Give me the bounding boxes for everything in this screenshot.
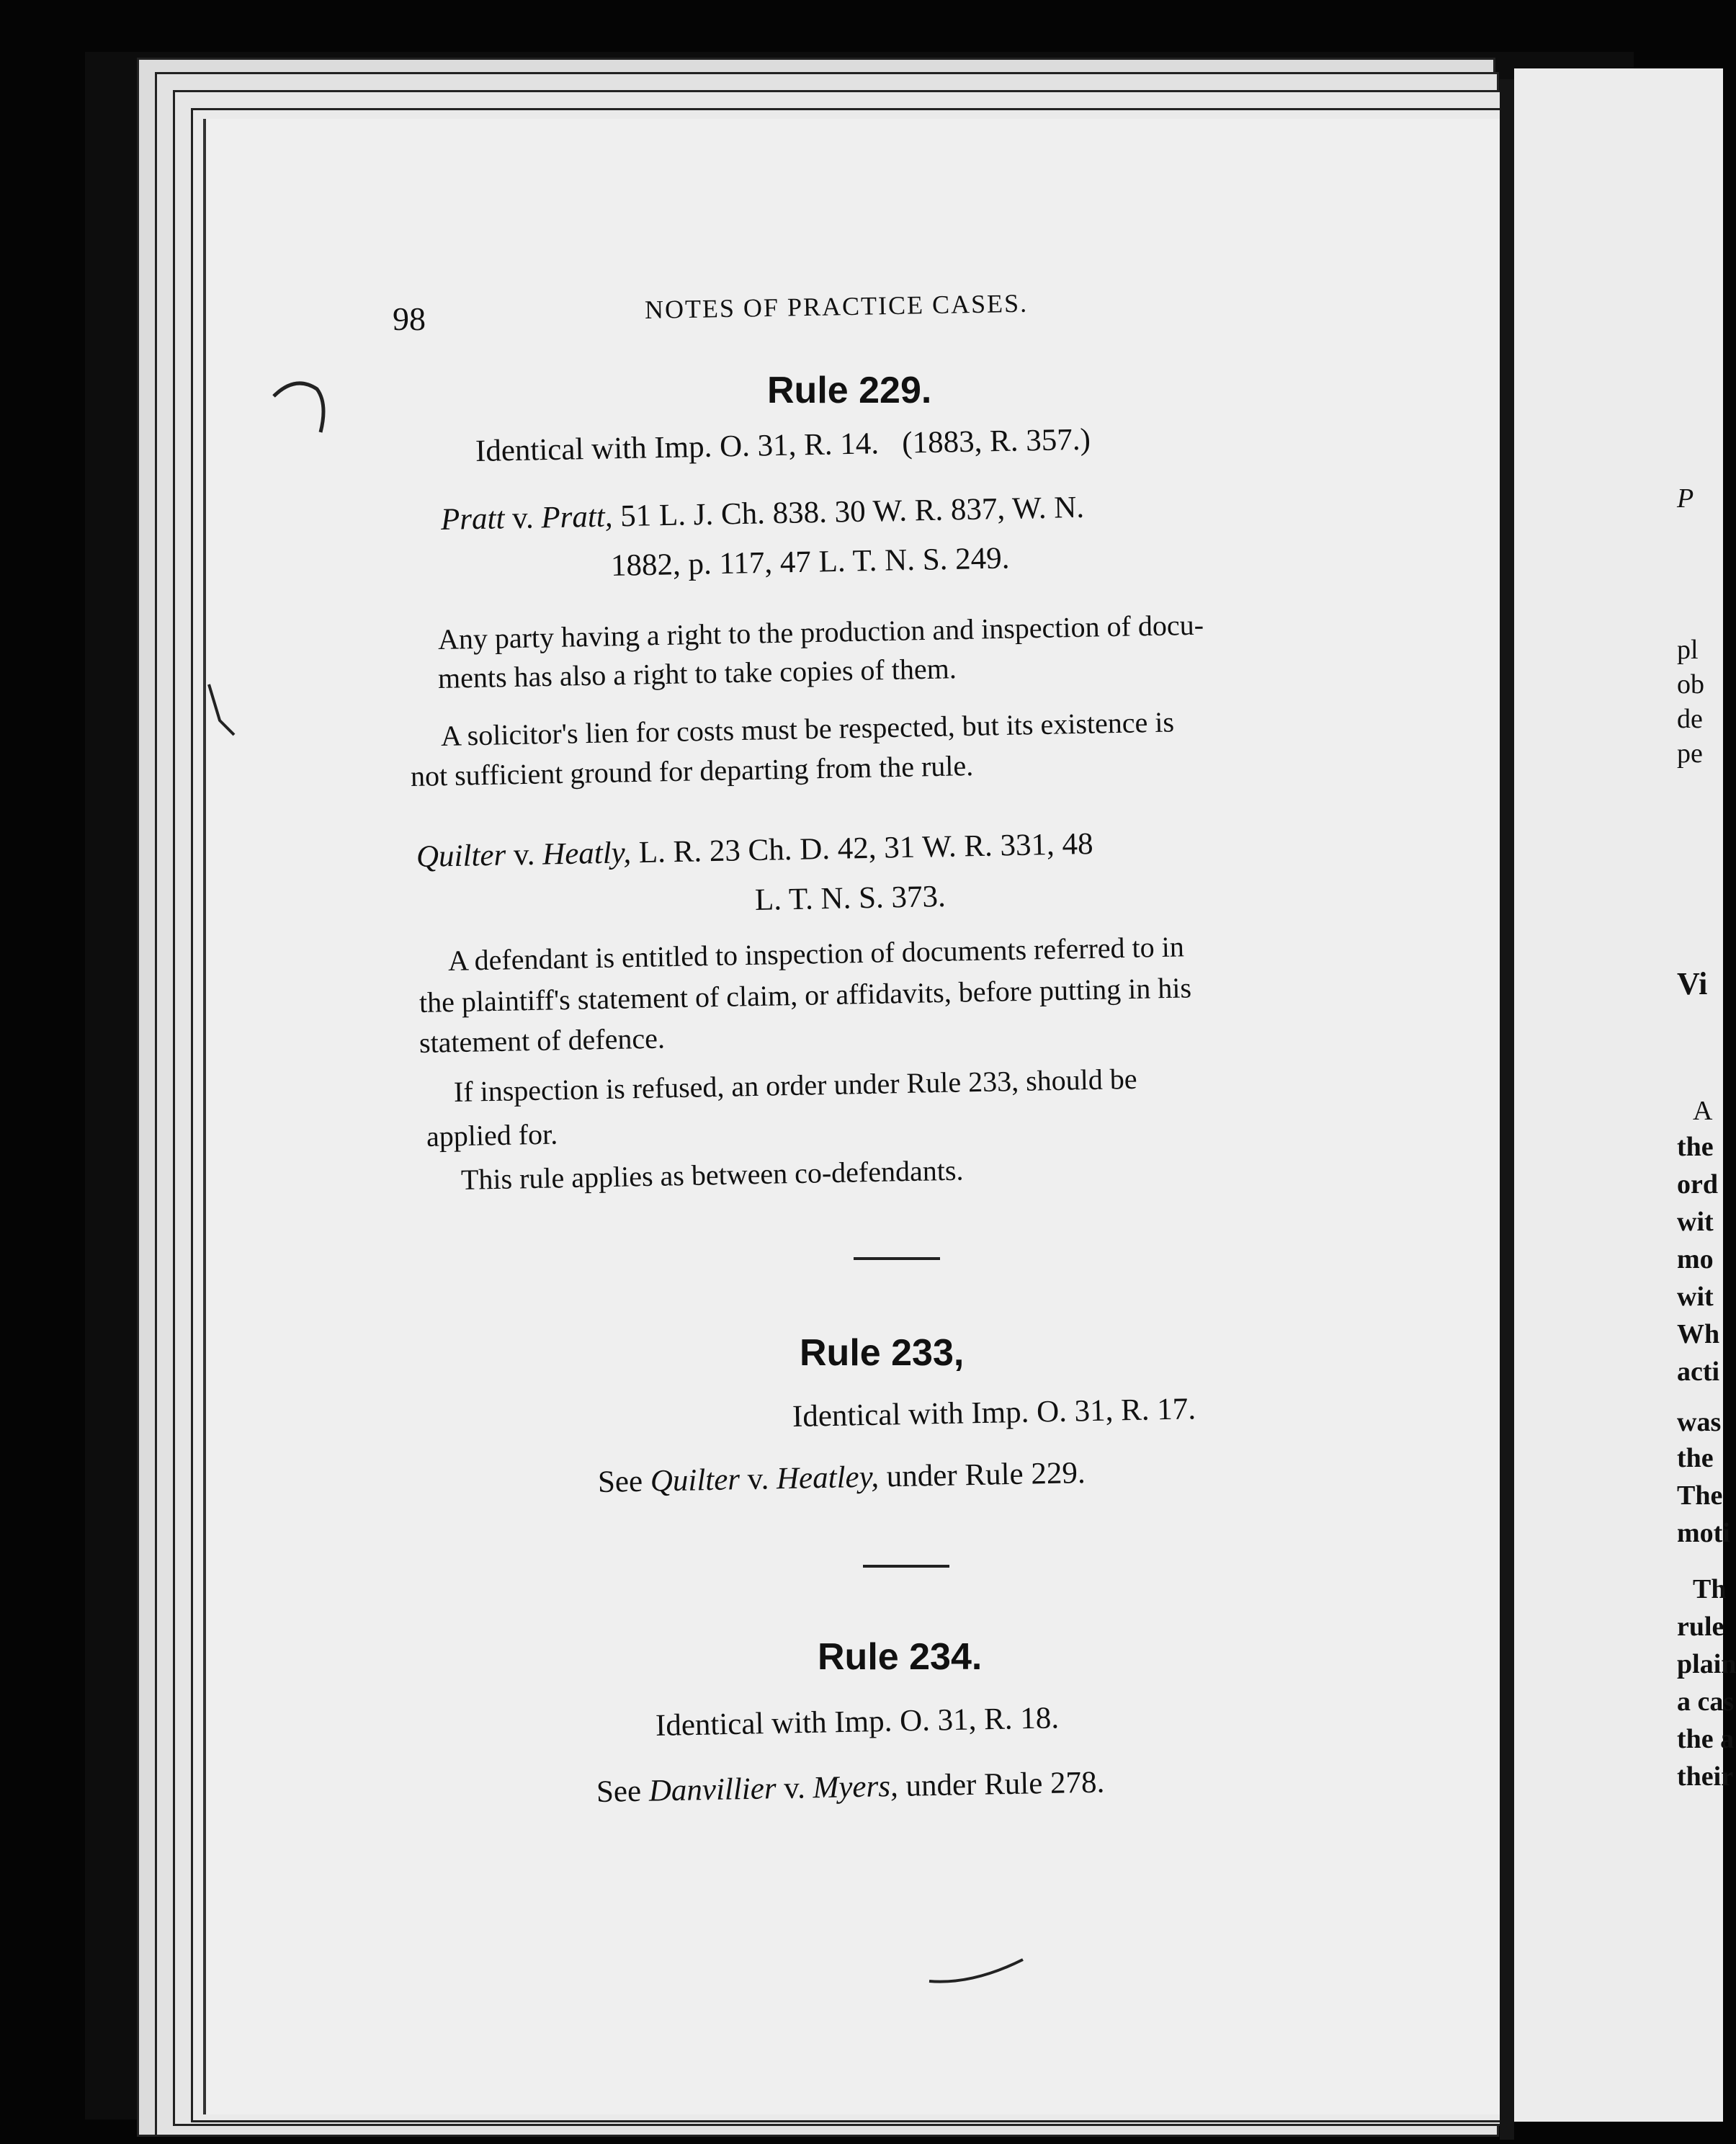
rule-234-see: See Danvillier v. Myers, under Rule 278. bbox=[596, 1765, 1105, 1809]
right-page-fragment: acti bbox=[1677, 1357, 1720, 1387]
right-page-fragment: pe bbox=[1677, 738, 1703, 769]
right-page-fragment: A bbox=[1693, 1096, 1713, 1126]
right-page-fragment: wit bbox=[1677, 1282, 1714, 1312]
section-divider bbox=[863, 1565, 949, 1568]
paragraph-line: ments has also a right to take copies of them. bbox=[437, 652, 957, 694]
right-page-fragment: Wh bbox=[1677, 1319, 1720, 1349]
right-page-fragment: the bbox=[1677, 1132, 1714, 1162]
rule-229-case-1-cont: 1882, p. 117, 47 L. T. N. S. 249. bbox=[610, 541, 1010, 583]
right-page-fragment: ord bbox=[1677, 1169, 1718, 1200]
section-divider bbox=[854, 1257, 940, 1260]
paragraph-line: statement of defence. bbox=[419, 1022, 666, 1059]
case-citation: L. R. 23 Ch. D. 42, 31 W. R. 331, 48 bbox=[638, 826, 1093, 870]
right-page-fragment: rule bbox=[1677, 1612, 1724, 1642]
rule-229-identical: Identical with Imp. O. 31, R. 14. (1883, R. 357.) bbox=[475, 422, 1091, 468]
right-page-fragment: de bbox=[1677, 704, 1703, 734]
right-page-fragment: The bbox=[1677, 1480, 1723, 1511]
rule-229-case-1 bbox=[441, 492, 1085, 535]
right-page-fragment: ob bbox=[1677, 669, 1704, 700]
right-page-fragment: Vi bbox=[1677, 966, 1708, 1001]
paragraph-line: Any party having a right to the production and inspection of docu- bbox=[437, 608, 1204, 656]
case-party: Danvillier bbox=[648, 1772, 777, 1808]
right-page-fragment: the a bbox=[1677, 1724, 1735, 1754]
right-page-fragment: mo bbox=[1677, 1244, 1714, 1274]
paragraph-line: A solicitor's lien for costs must be respected, but its existence is bbox=[440, 705, 1175, 752]
case-party: Pratt bbox=[440, 501, 505, 537]
case-versus: v. bbox=[747, 1462, 769, 1497]
paragraph-line: This rule applies as between co-defendants. bbox=[460, 1153, 964, 1196]
rule-234-identical: Identical with Imp. O. 31, R. 18. bbox=[655, 1701, 1060, 1743]
case-party: Myers, bbox=[813, 1769, 899, 1805]
right-page-fragment: moti bbox=[1677, 1518, 1730, 1548]
pencil-mark bbox=[267, 367, 339, 439]
right-page-fragment: wit bbox=[1677, 1207, 1714, 1237]
right-page-fragment: plain bbox=[1677, 1649, 1736, 1679]
rule-233-identical: Identical with Imp. O. 31, R. 17. bbox=[792, 1392, 1196, 1434]
running-head: NOTES OF PRACTICE CASES. bbox=[644, 288, 1029, 324]
right-page-fragment: P bbox=[1677, 483, 1694, 514]
rule-233-see: See Quilter v. Heatley, under Rule 229. bbox=[597, 1456, 1086, 1499]
paragraph-line: If inspection is refused, an order under Rule 233, should be bbox=[453, 1062, 1137, 1108]
right-page-fragment: the bbox=[1677, 1443, 1714, 1473]
case-versus: v. bbox=[783, 1771, 806, 1805]
case-versus: v. bbox=[513, 837, 535, 872]
rule-229-case-2 bbox=[416, 828, 1093, 872]
page-number: 98 bbox=[393, 300, 426, 337]
case-party: Quilter bbox=[416, 838, 506, 874]
right-page-fragment: Th bbox=[1693, 1574, 1727, 1604]
pencil-mark bbox=[922, 1952, 1037, 1996]
right-page-fragment: their bbox=[1677, 1761, 1734, 1792]
right-page-fragment: was bbox=[1677, 1407, 1722, 1437]
case-party: Heatly, bbox=[542, 836, 632, 872]
case-citation: 51 L. J. Ch. 838. 30 W. R. 837, W. N. bbox=[619, 490, 1085, 534]
paragraph-line: applied for. bbox=[426, 1117, 558, 1153]
paragraph-line: the plaintiff's statement of claim, or affidavits, before putting in his bbox=[419, 971, 1192, 1019]
case-versus: v. bbox=[511, 501, 534, 536]
rule-229-title: Rule 229. bbox=[767, 370, 932, 411]
case-party: Pratt, bbox=[540, 499, 613, 535]
right-page-fragment: pl bbox=[1677, 635, 1699, 665]
rule-233-title: Rule 233, bbox=[800, 1332, 965, 1374]
pencil-mark bbox=[202, 677, 245, 742]
paragraph-line: A defendant is entitled to inspection of documents referred to in bbox=[447, 930, 1185, 977]
right-page-fragment: a cas bbox=[1677, 1687, 1735, 1717]
paragraph-line: not sufficient ground for departing from the rule. bbox=[410, 749, 974, 792]
case-party: Quilter bbox=[650, 1462, 741, 1498]
case-party: Heatley, bbox=[776, 1460, 880, 1496]
rule-234-title: Rule 234. bbox=[818, 1636, 983, 1678]
rule-229-case-2-cont: L. T. N. S. 373. bbox=[754, 879, 947, 917]
